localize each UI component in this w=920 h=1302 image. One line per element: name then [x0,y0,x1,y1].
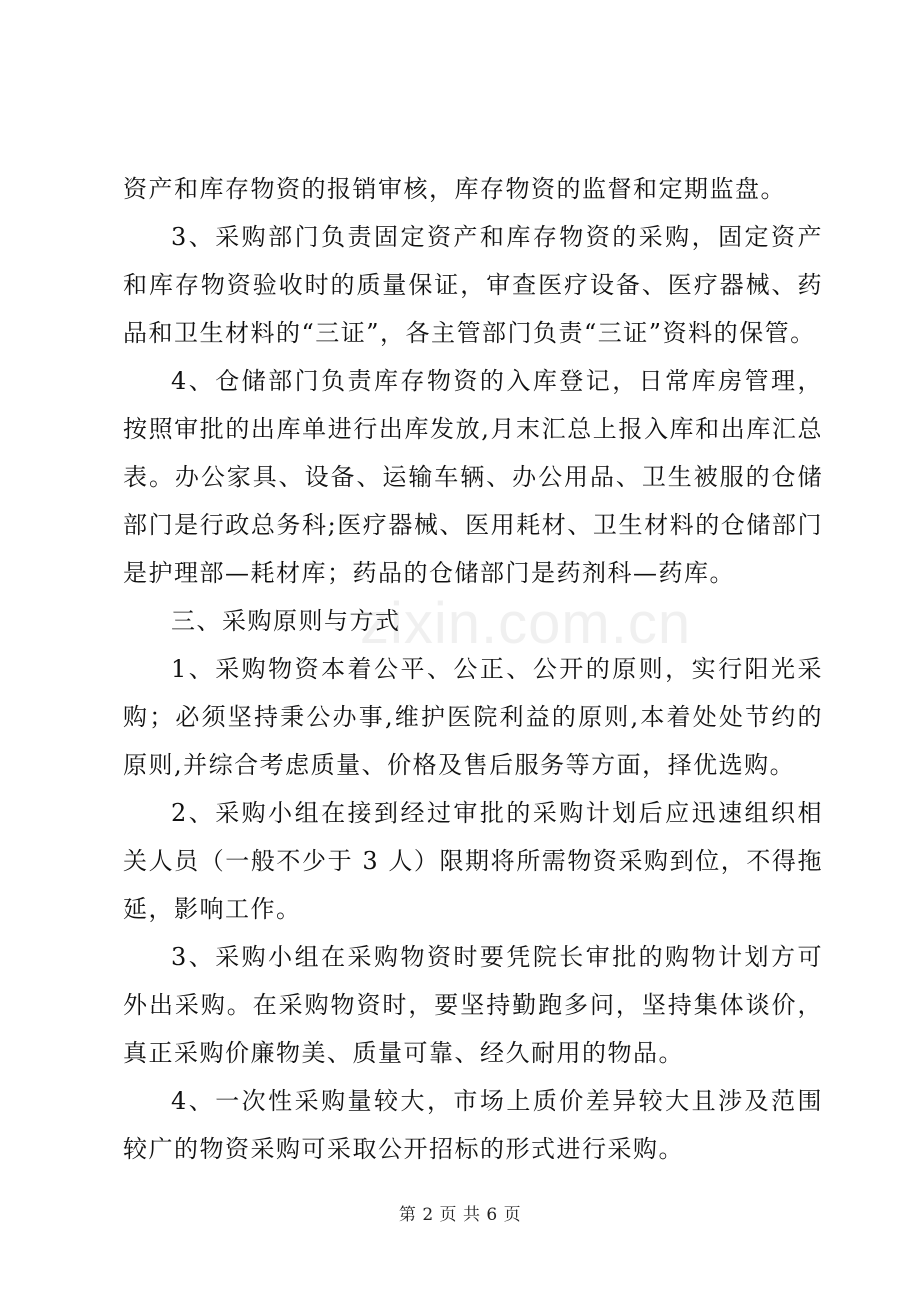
paragraph-principle-1: 1、采购物资本着公平、公正、公开的原则，实行阳光采购；必须坚持秉公办事,维护医院利益的原则,本着处处节约的原则,并综合考虑质量、价格及售后服务等方面，择优选购。 [123,655,823,779]
watermark-text: zixin.com.cn [360,591,692,656]
paragraph-principle-2: 2、采购小组在接到经过审批的采购计划后应迅速组织相关人员（一般不少于 3 人）限期将所需物资采购到位，不得拖延，影响工作。 [123,799,823,923]
document-body [123,165,823,1173]
section-heading-principles: 三、采购原则与方式 [171,607,401,635]
paragraph-principle-3: 3、采购小组在采购物资时要凭院长审批的购物计划方可外出采购。在采购物资时，要坚持勤跑多问，坚持集体谈价，真正采购价廉物美、质量可靠、经久耐用的物品。 [123,943,823,1067]
paragraph-principle-4: 4、一次性采购量较大，市场上质价差异较大且涉及范围较广的物资采购可采取公开招标的形式进行采购。 [123,1087,823,1163]
paragraph-continuation: 资产和库存物资的报销审核，库存物资的监督和定期监盘。 [123,175,786,203]
paragraph-procurement-dept: 3、采购部门负责固定资产和库存物资的采购，固定资产和库存物资验收时的质量保证，审查医疗设备、医疗器械、药品和卫生材料的“三证”，各主管部门负责“三证”资料的保管。 [123,223,823,347]
paragraph-storage-dept: 4、仓储部门负责库存物资的入库登记，日常库房管理，按照审批的出库单进行出库发放,月末汇总上报入库和出库汇总表。办公家具、设备、运输车辆、办公用品、卫生被服的仓储部门是行政总务科;医疗器械、医用耗材、卫生材料的仓储部门是护理部—耗材库；药品的仓储部门是药剂科—药库。 [123,367,823,587]
page-number-footer: 第 2 页 共 6 页 [398,1205,522,1225]
